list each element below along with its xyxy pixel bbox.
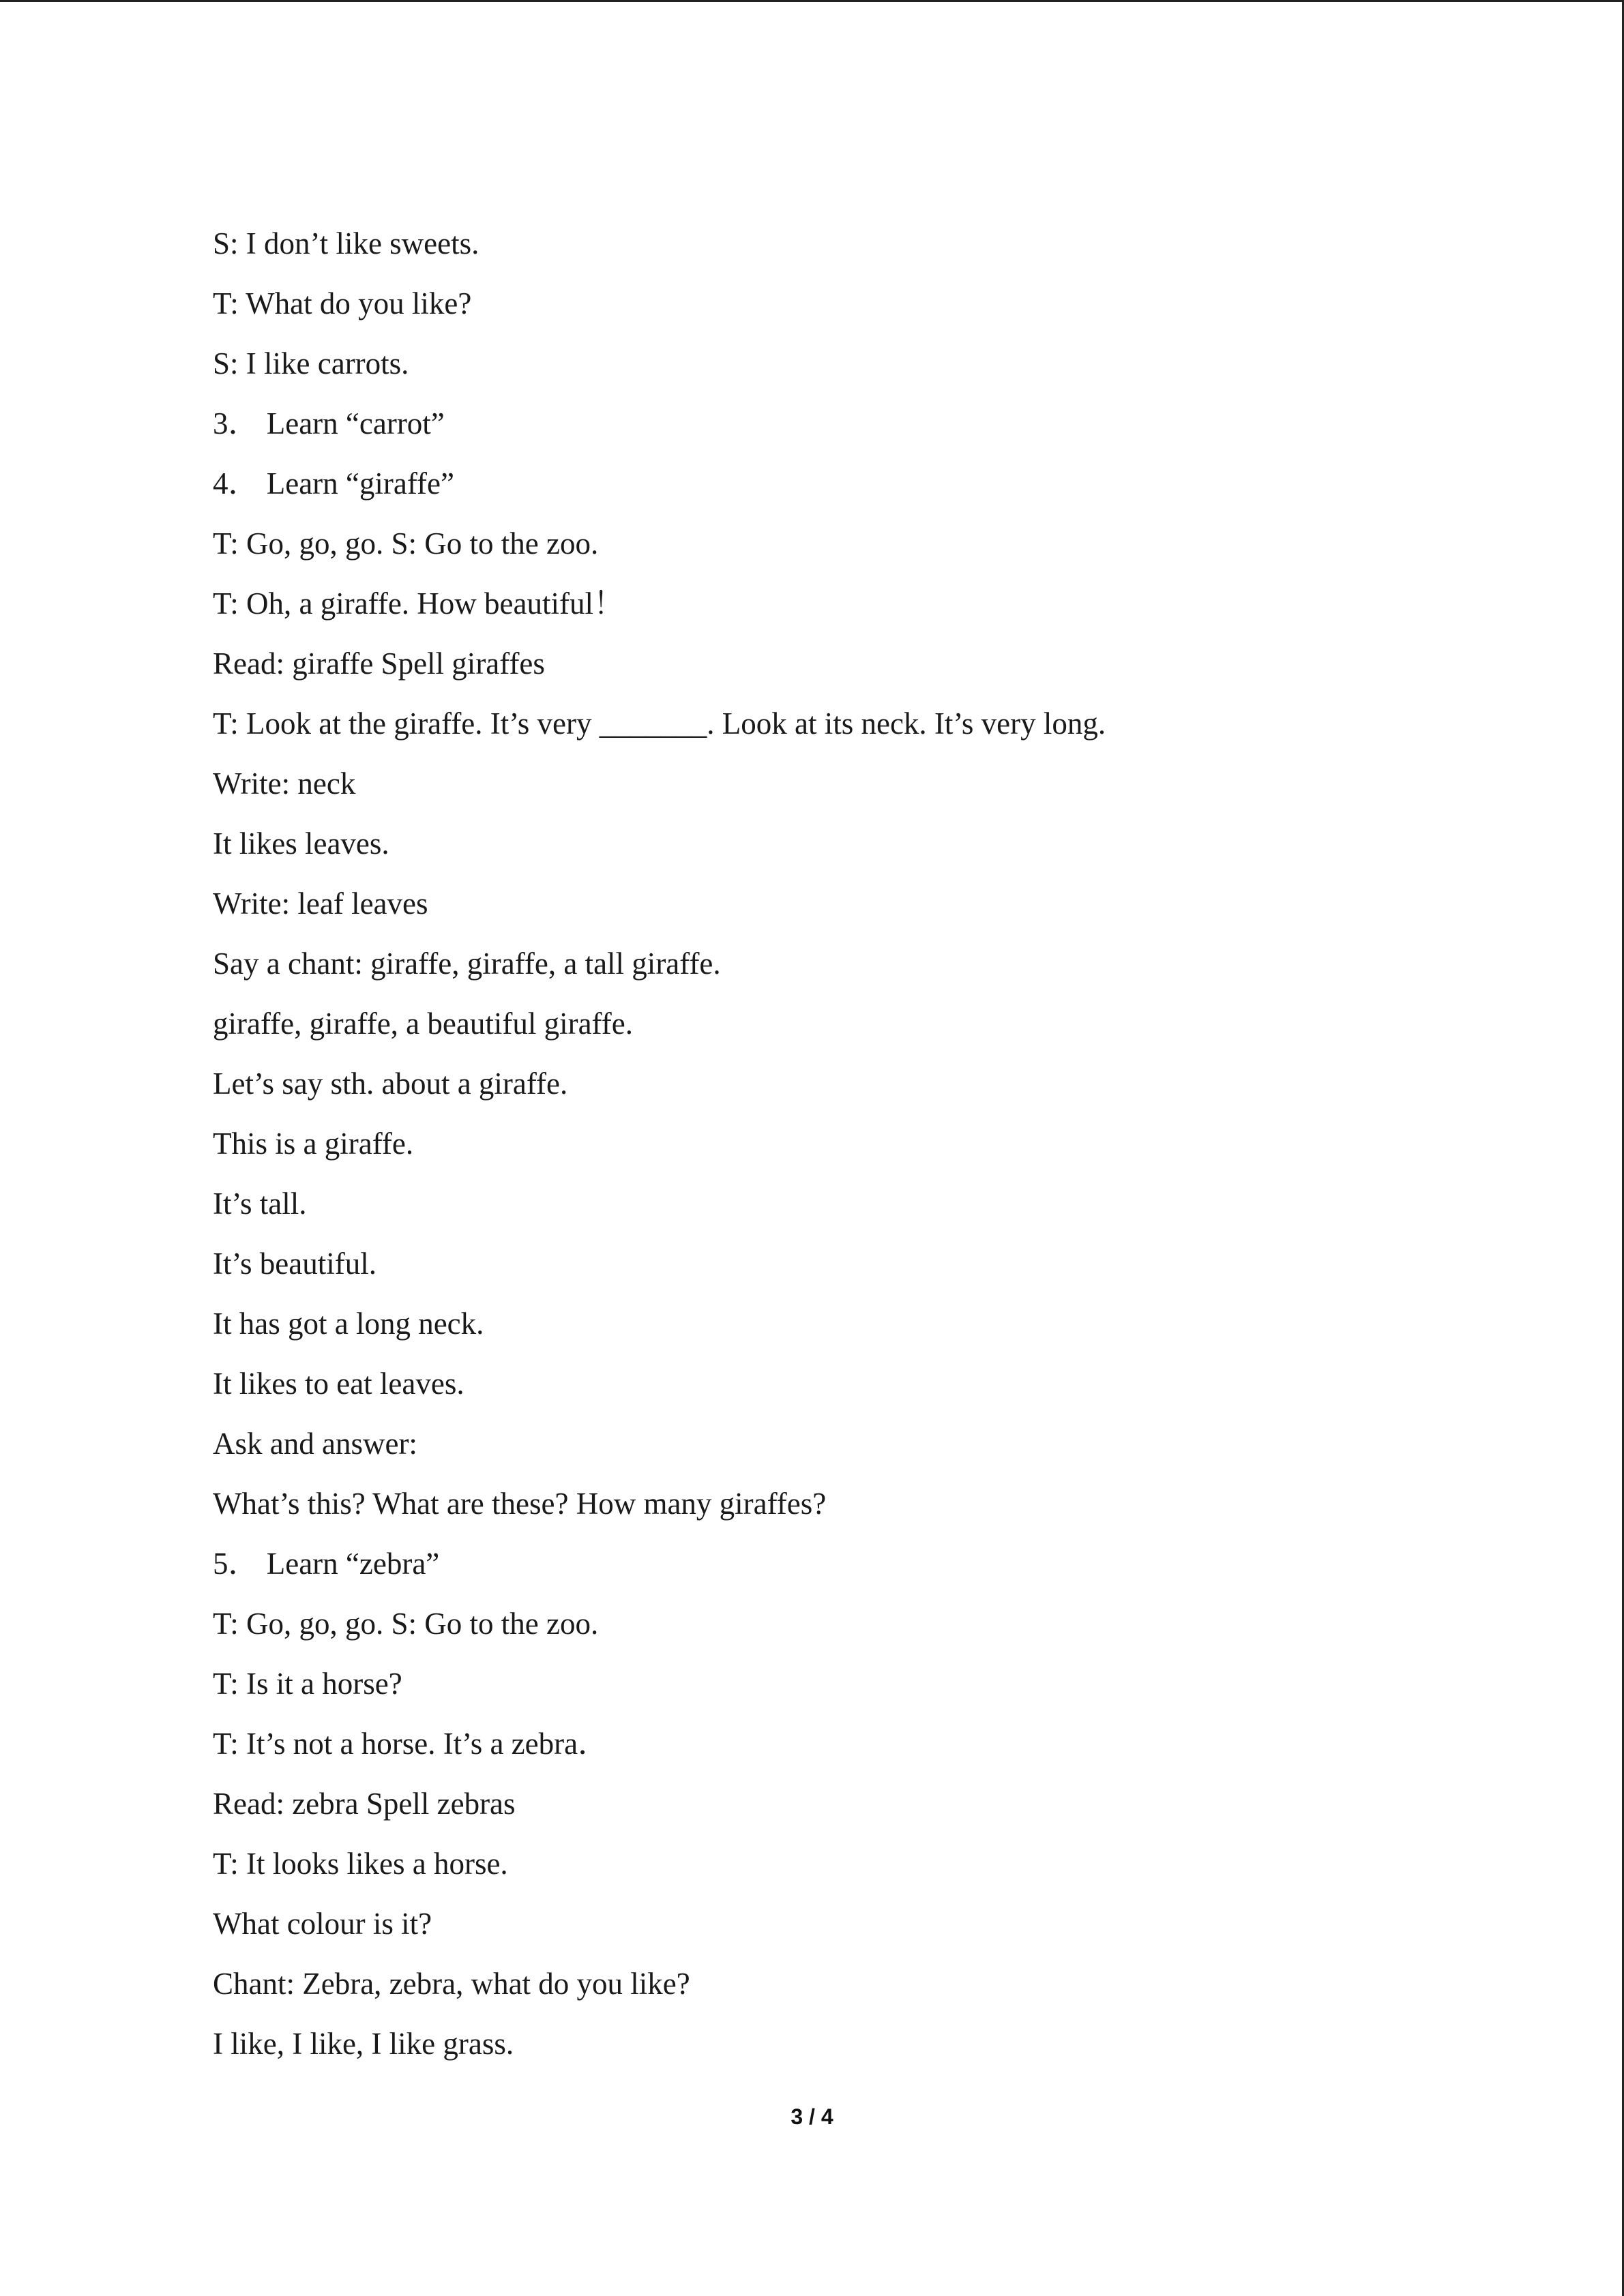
- section-heading: 3． Learn “carrot”: [213, 406, 445, 441]
- page-number: 3 / 4: [791, 2104, 833, 2129]
- document-body: [213, 213, 1509, 2074]
- text-line: T: It’s not a horse. It’s a zebra．: [213, 1727, 609, 1761]
- text-line: giraffe, giraffe, a beautiful giraffe.: [213, 1007, 633, 1041]
- text-line: S: I like carrots.: [213, 346, 409, 381]
- text-line: It has got a long neck.: [213, 1307, 484, 1341]
- text-line: Ask and answer:: [213, 1427, 417, 1461]
- text-line: T: It looks likes a horse.: [213, 1847, 508, 1881]
- text-line: Say a chant: giraffe, giraffe, a tall giraffe.: [213, 946, 721, 981]
- text-line: It likes leaves.: [213, 826, 389, 861]
- text-line: T: What do you like?: [213, 286, 472, 320]
- section-heading: 4． Learn “giraffe”: [213, 466, 454, 501]
- text-line: T: Go, go, go. S: Go to the zoo.: [213, 526, 599, 561]
- text-line: What colour is it?: [213, 1907, 432, 1941]
- text-line: I like, I like, I like grass.: [213, 2027, 514, 2061]
- text-line: T: Oh, a giraffe. How beautiful！: [213, 586, 624, 621]
- text-line: S: I don’t like sweets.: [213, 226, 479, 260]
- text-line: Read: giraffe Spell giraffes: [213, 646, 545, 681]
- text-line: Write: neck: [213, 766, 356, 801]
- text-line: T: Is it a horse?: [213, 1667, 402, 1701]
- text-line: Let’s say sth. about a giraffe.: [213, 1067, 568, 1101]
- text-line: Read: zebra Spell zebras: [213, 1787, 516, 1821]
- text-line: What’s this? What are these? How many giraffes?: [213, 1487, 827, 1521]
- text-line: Chant: Zebra, zebra, what do you like?: [213, 1967, 690, 2001]
- text-line: This is a giraffe.: [213, 1127, 414, 1161]
- text-line: T: Look at the giraffe. It’s very _______. Look at its neck. It’s very long.: [213, 706, 1106, 741]
- text-line: It’s tall.: [213, 1187, 307, 1221]
- text-line: T: Go, go, go. S: Go to the zoo.: [213, 1607, 599, 1641]
- section-heading: 5． Learn “zebra”: [213, 1547, 440, 1581]
- text-line: Write: leaf leaves: [213, 886, 428, 921]
- text-line: It likes to eat leaves.: [213, 1367, 464, 1401]
- text-line: It’s beautiful.: [213, 1247, 377, 1281]
